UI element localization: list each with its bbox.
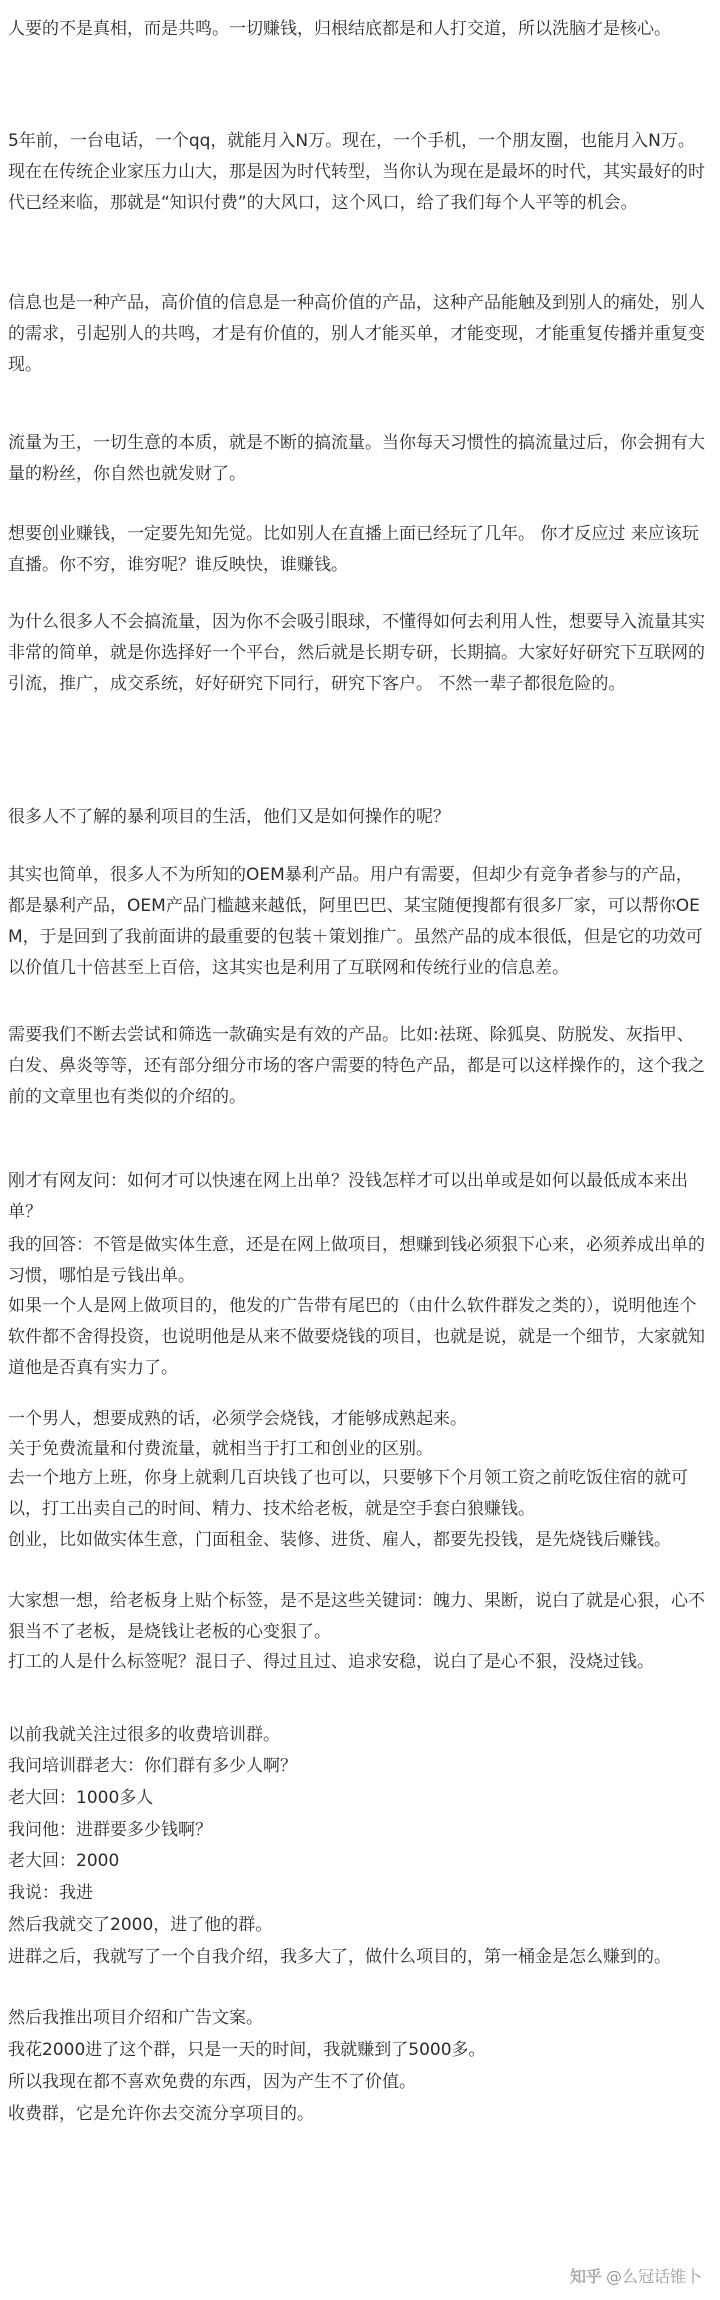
paragraph: 为什么很多人不会搞流量，因为你不会吸引眼球，不懂得如何去利用人性，想要导入流量其实非常的简单，就是你选择好一个平台，然后就是长期专研，长期搞。大家好好研究下互联网的引流，推广，成交系统，好好研究下同行，研究下客户。 不然一辈子都很危险的。 xyxy=(8,612,705,694)
paragraph: 我问他：进群要多少钱啊？ xyxy=(8,1820,212,1840)
paragraph: 以前我就关注过很多的收费培训群。 xyxy=(8,1725,280,1745)
paragraph: 想要创业赚钱，一定要先知先觉。比如别人在直播上面已经玩了几年。 你才反应过 来应该玩直播。你不穷，谁穷呢？谁反映快，谁赚钱。 xyxy=(8,524,699,575)
paragraph: 进群之后，我就写了一个自我介绍，我多大了，做什么项目的，第一桶金是怎么赚到的。 xyxy=(8,1947,671,1967)
paragraph: 我说：我进 xyxy=(8,1883,93,1903)
watermark-author: @么冠话锥卜 xyxy=(605,2267,702,2286)
paragraph: 大家想一想，给老板身上贴个标签，是不是这些关键词：魄力、果断，说白了就是心狠，心不狠当不了老板，是烧钱让老板的心变狠了。 xyxy=(8,1591,705,1642)
paragraph: 打工的人是什么标签呢？混日子、得过且过、追求安稳，说白了是心不狠，没烧过钱。 xyxy=(8,1652,654,1672)
paragraph: 刚才有网友问：如何才可以快速在网上出单？没钱怎样才可以出单或是如何以最低成本来出单？ xyxy=(8,1171,688,1222)
watermark-site: 知乎 xyxy=(569,2267,602,2286)
paragraph: 其实也简单，很多人不为所知的OEM暴利产品。用户有需要，但却少有竞争者参与的产品，都是暴利产品，OEM产品门槛越来越低，阿里巴巴、某宝随便搜都有很多厂家，可以帮你OEM，于是回到了我前面讲的最重要的包装＋策划推广。虽然产品的成本很低，但是它的功效可以价值几十倍甚至上百倍，这其实也是利用了互联网和传统行业的信息差。 xyxy=(8,865,703,978)
paragraph: 老大回：2000 xyxy=(8,1851,120,1871)
paragraph: 信息也是一种产品，高价值的信息是一种高价值的产品，这种产品能触及到别人的痛处，别人的需求，引起别人的共鸣，才是有价值的，别人才能买单，才能变现，才能重复传播并重复变现。 xyxy=(8,293,705,375)
paragraph: 很多人不了解的暴利项目的生活，他们又是如何操作的呢？ xyxy=(8,807,450,827)
paragraph: 人要的不是真相，而是共鸣。一切赚钱，归根结底都是和人打交道，所以洗脑才是核心。 xyxy=(8,19,671,39)
paragraph: 然后我推出项目介绍和广告文案。 xyxy=(8,2008,263,2028)
paragraph: 流量为王，一切生意的本质，就是不断的搞流量。当你每天习惯性的搞流量过后，你会拥有大量的粉丝，你自然也就发财了。 xyxy=(8,433,705,484)
watermark xyxy=(570,2264,702,2287)
paragraph: 收费群，它是允许你去交流分享项目的。 xyxy=(8,2104,314,2124)
paragraph: 5年前，一台电话，一个qq，就能月入N万。现在，一个手机，一个朋友圈，也能月入N万。现在在传统企业家压力山大，那是因为时代转型，当你认为现在是最坏的时代，其实最好的时代已经来临，那就是“知识付费”的大风口，这个风口，给了我们每个人平等的机会。 xyxy=(8,131,705,213)
paragraph: 我花2000进了这个群，只是一天的时间，我就赚到了5000多。 xyxy=(8,2040,486,2060)
paragraph: 我的回答：不管是做实体生意，还是在网上做项目，想赚到钱必须狠下心来，必须养成出单的习惯，哪怕是亏钱出单。 xyxy=(8,1235,705,1286)
paragraph: 创业，比如做实体生意，门面租金、装修、进货、雇人，都要先投钱，是先烧钱后赚钱。 xyxy=(8,1530,671,1550)
paragraph: 然后我就交了2000，进了他的群。 xyxy=(8,1915,273,1935)
paragraph: 如果一个人是网上做项目的，他发的广告带有尾巴的（由什么软件群发之类的），说明他连个软件都不舍得投资，也说明他是从来不做要烧钱的项目，也就是说，就是一个细节，大家就知道他是否真有实力了。 xyxy=(8,1296,705,1378)
paragraph: 去一个地方上班，你身上就剩几百块钱了也可以，只要够下个月领工资之前吃饭住宿的就可以，打工出卖自己的时间、精力、技术给老板，就是空手套白狼赚钱。 xyxy=(8,1468,688,1519)
paragraph: 我问培训群老大：你们群有多少人啊？ xyxy=(8,1756,297,1776)
paragraph: 一个男人，想要成熟的话，必须学会烧钱，才能够成熟起来。 xyxy=(8,1409,467,1429)
paragraph: 老大回：1000多人 xyxy=(8,1788,154,1808)
paragraph: 关于免费流量和付费流量，就相当于打工和创业的区别。 xyxy=(8,1439,433,1459)
paragraph: 需要我们不断去尝试和筛选一款确实是有效的产品。比如:祛斑、除狐臭、防脱发、灰指甲、白发、鼻炎等等，还有部分细分市场的客户需要的特色产品，都是可以这样操作的，这个我之前的文章里也有类似的介绍的。 xyxy=(8,1025,705,1107)
paragraph: 所以我现在都不喜欢免费的东西，因为产生不了价值。 xyxy=(8,2072,416,2092)
